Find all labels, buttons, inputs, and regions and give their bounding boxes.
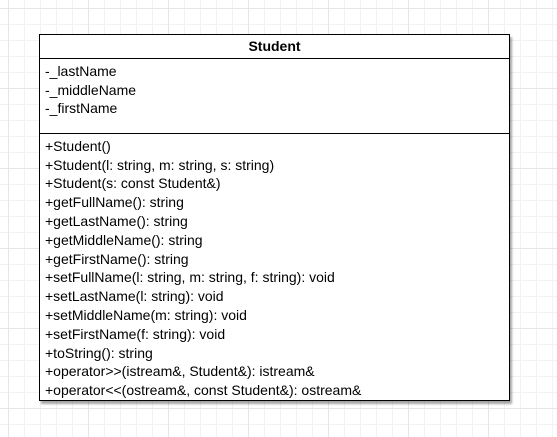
class-name: Student bbox=[40, 35, 509, 59]
attribute-last-name: -_lastName bbox=[45, 62, 117, 79]
method-constructor-default: +Student() bbox=[45, 137, 111, 154]
methods-compartment bbox=[40, 134, 509, 400]
method-set-first-name: +setFirstName(f: string): void bbox=[45, 325, 226, 342]
method-set-full-name: +setFullName(l: string, m: string, f: string): void bbox=[45, 269, 335, 286]
method-to-string: +toString(): string bbox=[45, 344, 153, 361]
method-constructor-params: +Student(l: string, m: string, s: string) bbox=[45, 156, 275, 173]
method-get-middle-name: +getMiddleName(): string bbox=[45, 231, 203, 248]
attribute-middle-name: -_middleName bbox=[45, 81, 137, 98]
attribute-first-name: -_firstName bbox=[45, 100, 118, 117]
uml-class-student[interactable] bbox=[39, 34, 510, 401]
method-operator-extract: +operator>>(istream&, Student&): istream& bbox=[45, 363, 315, 380]
method-set-last-name: +setLastName(l: string): void bbox=[45, 288, 224, 305]
method-get-last-name: +getLastName(): string bbox=[45, 213, 188, 230]
method-get-full-name: +getFullName(): string bbox=[45, 194, 184, 211]
method-constructor-copy: +Student(s: const Student&) bbox=[45, 175, 221, 192]
attributes-compartment bbox=[40, 59, 509, 134]
method-operator-insert: +operator<<(ostream&, const Student&): ostream& bbox=[45, 382, 362, 399]
method-get-first-name: +getFirstName(): string bbox=[45, 250, 189, 267]
method-set-middle-name: +setMiddleName(m: string): void bbox=[45, 307, 247, 324]
